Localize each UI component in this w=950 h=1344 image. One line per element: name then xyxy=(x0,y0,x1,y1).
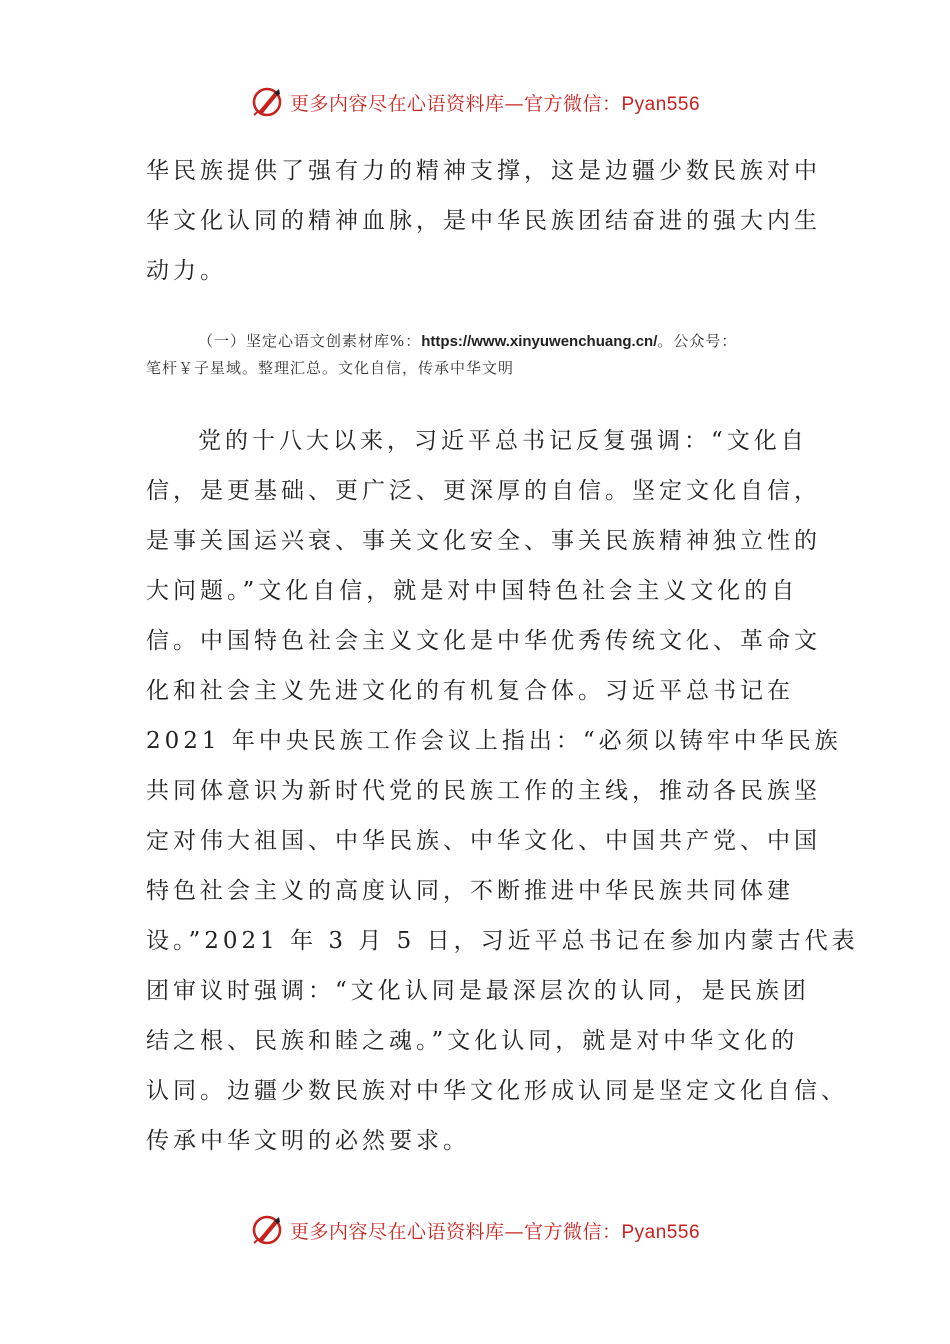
text-line: 动力。 xyxy=(146,258,227,284)
note-suffix: 。公众号： xyxy=(657,332,738,350)
text-line: 是事关国运兴衰、事关文化安全、事关民族精神独立性的 xyxy=(146,528,821,554)
text-line: 特色社会主义的高度认同，不断推进中华民族共同体建 xyxy=(146,878,794,904)
text-line: 设。”2021 年 3 月 5 日，习近平总书记在参加内蒙古代表 xyxy=(146,928,859,954)
banner-site-name: 更多内容尽在心语资料库 xyxy=(289,1220,505,1243)
note-url-link[interactable]: https://www.xinyuwenchuang.cn/ xyxy=(421,333,658,350)
text-line: 华民族提供了强有力的精神支撑，这是边疆少数民族对中 xyxy=(146,158,821,184)
text-line: 结之根、民族和睦之魂。”文化认同，就是对中华文化的 xyxy=(146,1028,799,1054)
text-line: 团审议时强调：“文化认同是最深层次的认同，是民族团 xyxy=(146,978,810,1004)
text-line xyxy=(146,416,806,466)
text-line: 定对伟大祖国、中华民族、中华文化、中国共产党、中国 xyxy=(146,828,821,854)
paragraph-1 xyxy=(146,146,821,296)
header-banner xyxy=(0,82,950,122)
text-line: 信。中国特色社会主义文化是中华优秀传统文化、革命文 xyxy=(146,628,821,654)
banner-text xyxy=(290,1217,700,1244)
banner-text xyxy=(290,89,700,116)
text-line: 化和社会主义先进文化的有机复合体。习近平总书记在 xyxy=(146,678,794,704)
text-line: 2021 年中央民族工作会议上指出：“必须以铸牢中华民族 xyxy=(146,728,842,754)
banner-wechat-id: Pyan556 xyxy=(621,1221,701,1243)
text-line: 华文化认同的精神血脉，是中华民族团结奋进的强大内生 xyxy=(146,208,821,234)
banner-wechat-id: Pyan556 xyxy=(621,93,701,115)
paragraph-2 xyxy=(146,416,859,1166)
text-line: 大问题。”文化自信，就是对中国特色社会主义文化的自 xyxy=(146,578,799,604)
banner-wechat-label: 官方微信： xyxy=(523,1220,622,1243)
text-line: 认同。边疆少数民族对中华文化形成认同是坚定文化自信、 xyxy=(146,1078,848,1104)
banner-dash: — xyxy=(504,1220,524,1243)
banner-site-name: 更多内容尽在心语资料库 xyxy=(289,92,505,115)
text-line: 传承中华文明的必然要求。 xyxy=(146,1128,470,1154)
text-line-content: 党的十八大以来，习近平总书记反复强调：“文化自 xyxy=(198,428,808,454)
source-note xyxy=(146,328,806,381)
note-prefix: （一）坚定心语文创素材库%： xyxy=(198,332,422,350)
text-line: 信，是更基础、更广泛、更深厚的自信。坚定文化自信， xyxy=(146,478,821,504)
pen-logo-icon xyxy=(250,85,284,119)
note-line-1 xyxy=(146,328,806,355)
banner-wechat-label: 官方微信： xyxy=(523,92,622,115)
footer-banner xyxy=(0,1210,950,1250)
banner-dash: — xyxy=(504,92,524,115)
note-line-2: 笔杆￥子星域。整理汇总。文化自信，传承中华文明 xyxy=(146,359,515,377)
pen-logo-icon xyxy=(250,1213,284,1247)
text-line: 共同体意识为新时代党的民族工作的主线，推动各民族坚 xyxy=(146,778,821,804)
